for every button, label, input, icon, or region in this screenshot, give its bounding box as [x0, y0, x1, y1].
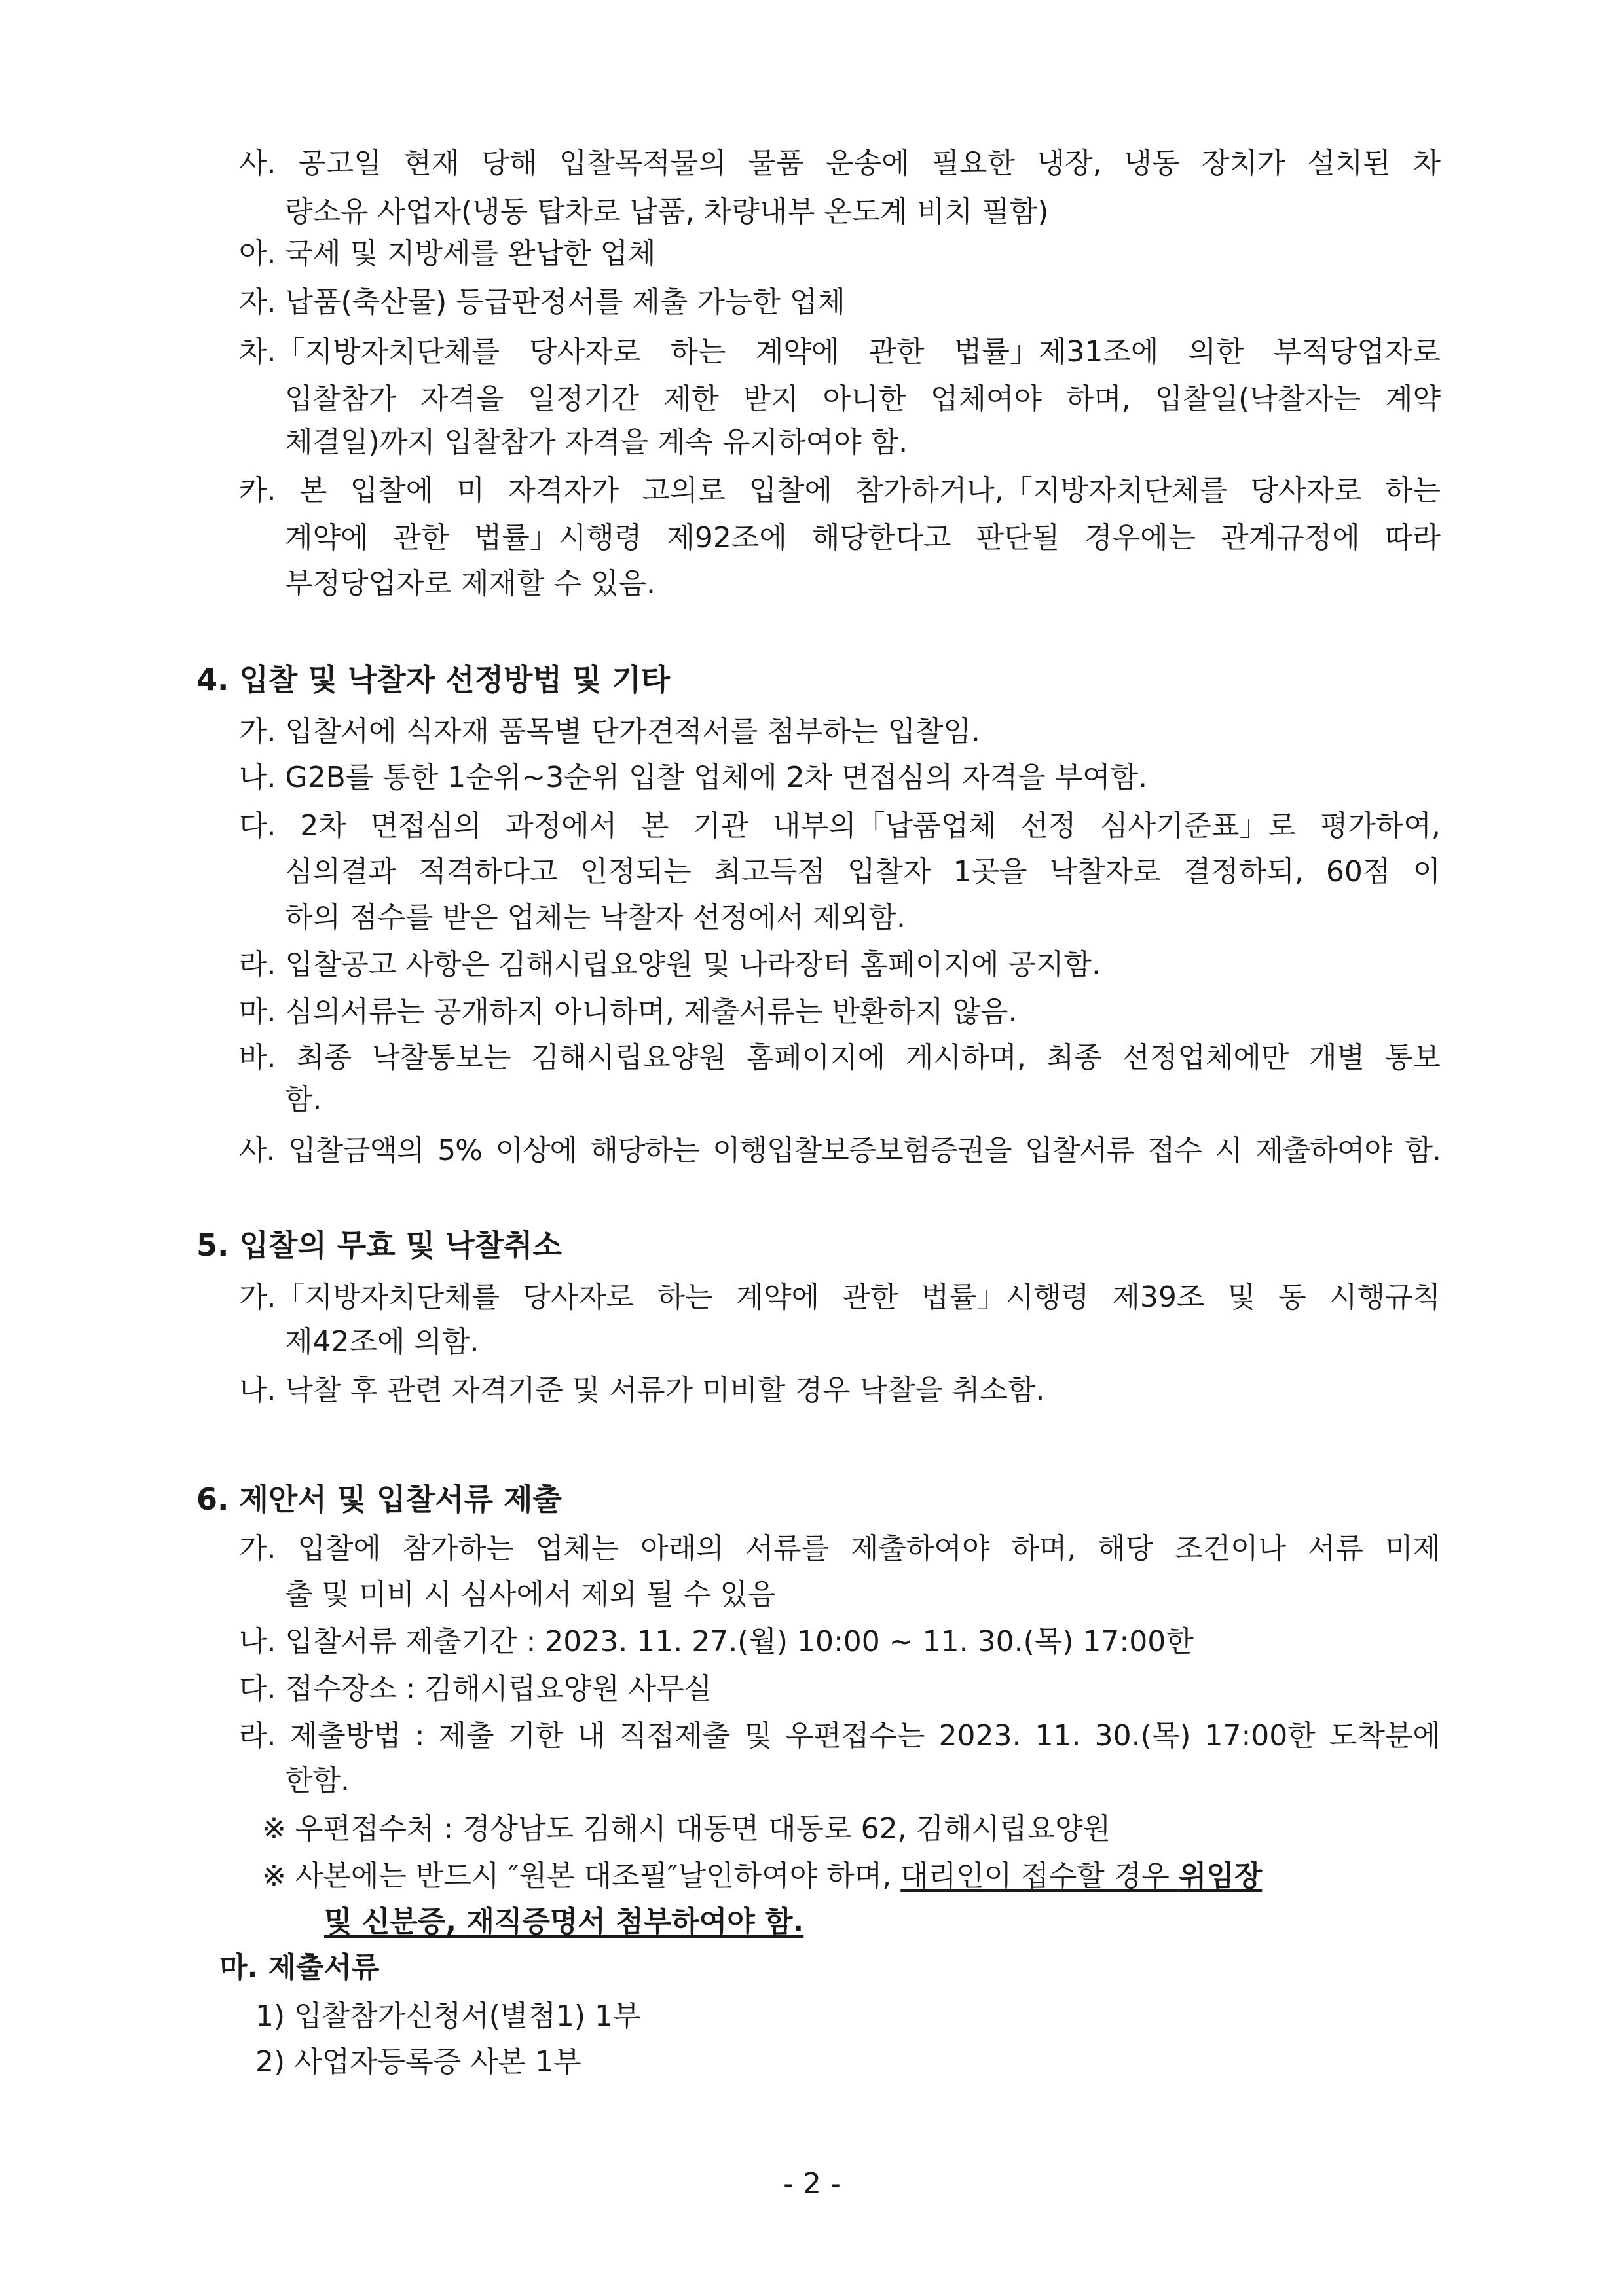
section-4-item-da-line-1-text-word: 다. — [239, 809, 276, 843]
item-cha-line-2-text-word: 입찰참가 — [285, 382, 397, 416]
section-4-item-sa-text-word: 입찰서류 — [1025, 1134, 1134, 1167]
section-4-item-da-line-2-text-word: 심의결과 — [285, 855, 397, 888]
item-sa-line-2: 량소유 사업자(냉동 탑차로 납품, 차량내부 온도계 비치 필함) — [285, 195, 1049, 228]
item-sa-line-1-text-word: 사. — [239, 147, 276, 180]
section-4-item-ma: 마. 심의서류는 공개하지 아니하며, 제출서류는 반환하지 않음. — [239, 995, 1018, 1029]
section-4-item-ba-line-1-text-word: 김해시립요양원 — [531, 1041, 726, 1074]
item-ka-line-1-text-word: 카. — [239, 474, 276, 507]
section-4-item-da-line-1-text-word: 평가하여, — [1320, 809, 1441, 843]
item-sa-line-1-text-word: 물품 — [748, 147, 804, 180]
item-ka-line-2-text-word: 해당한다고 — [811, 521, 951, 555]
item-cha-line-2-text-word: 받지 — [743, 382, 799, 416]
section-6-item-ga-line-1-text-word: 제출하여야 — [850, 1532, 990, 1565]
section-6-item-ra-line-1-text-word: 우편접수는 — [785, 1719, 925, 1753]
section-6-item-ra-line-1-text-word: 직접제출 — [619, 1719, 731, 1753]
section-6-heading: 6. 제안서 및 입찰서류 제출 — [196, 1482, 562, 1517]
section-4-item-ba-line-1-text-word: 바. — [239, 1041, 276, 1074]
item-cha-line-1-text-word: 관한 — [868, 335, 925, 369]
item-ka-line-1-text-word: 하는 — [1384, 474, 1441, 507]
item-ka-line-1-text-word: 미 — [456, 474, 485, 507]
section-6-item-ra-line-2: 한함. — [285, 1764, 350, 1797]
section-6-item-ga-line-1 — [239, 1529, 1441, 1569]
item-cha-line-2-text-word: 입찰일(낙찰자는 — [1154, 382, 1361, 416]
item-ka-line-1-text-word: 고의로 — [642, 474, 726, 507]
section-6-item-ra-line-1-text-word: 30.(목) — [1094, 1719, 1191, 1753]
section-4-item-sa-text-word: 이행입찰보증보험증권을 — [712, 1134, 1012, 1167]
section-4-item-ba-line-1-text-word: 통보 — [1384, 1041, 1441, 1074]
item-sa-line-1-text-word: 장치가 — [1202, 147, 1285, 180]
section-4-item-sa-text-word: 제출하여야 — [1255, 1134, 1392, 1167]
section-4-item-ba-line-1-text-word: 홈페이지에 — [746, 1041, 886, 1074]
item-cha-line-2-text-word: 아니한 — [822, 382, 907, 416]
section-4-item-da-line-3: 하의 점수를 받은 업체는 낙찰자 선정에서 제외함. — [285, 901, 906, 934]
item-ka-line-1-text-word: 참가하거나,「지방자치단체를 — [855, 474, 1228, 507]
document-list-item-2: 2) 사업자등록증 사본 1부 — [255, 2045, 581, 2079]
section-4-item-sa-text-word: 이상에 — [495, 1134, 577, 1167]
item-ka-line-1-text-word: 입찰에 — [748, 474, 832, 507]
item-ka-line-1-text-word: 본 — [299, 474, 327, 507]
section-4-item-sa-text-word: 해당하는 — [590, 1134, 699, 1167]
section-4-item-da-line-2-text-word: 최고득점 — [713, 855, 825, 888]
section-4-item-da-line-2-text-word: 인정되는 — [580, 855, 692, 888]
item-cha-line-1-text-word: 법률」제31조에 — [953, 335, 1159, 369]
section-5-item-ga-line-1-text-word: 시행규칙 — [1329, 1281, 1441, 1314]
section-4-item-da-line-1-text-word: 기관 — [693, 809, 749, 843]
section-5-item-ga-line-2: 제42조에 의함. — [285, 1325, 479, 1358]
section-5-item-ga-line-1-text-word: 가.「지방자치단체를 — [239, 1281, 500, 1314]
item-ka-line-2-text-word: 제92조에 — [667, 521, 787, 555]
section-4-item-ba-line-1-text-word: 최종 — [296, 1041, 352, 1074]
section-6-item-ra-line-1-text-word: 내 — [577, 1719, 606, 1753]
section-4-item-ga: 가. 입찰서에 식자재 품목별 단가견적서를 첨부하는 입찰임. — [239, 715, 980, 748]
section-4-item-da-line-1-text-word: 내부의「납품업체 — [773, 809, 997, 843]
section-6-item-ga-line-1-text-word: 서류를 — [745, 1532, 830, 1565]
document-list-item-1: 1) 입찰참가신청서(별첨1) 1부 — [255, 1999, 641, 2033]
section-4-item-ba-line-1-text-word: 선정업체에만 — [1122, 1041, 1289, 1074]
item-ka-line-1-text-word: 당사자로 — [1250, 474, 1362, 507]
item-cha-line-2-text-word: 하며, — [1065, 382, 1131, 416]
section-4-item-sa-text-word: 사. — [239, 1134, 275, 1167]
item-sa-line-1-text-word: 냉장, — [1037, 147, 1102, 180]
item-cha-line-1-text-word: 당사자로 — [529, 335, 641, 369]
section-4-item-da-line-2-text-word: 60점 — [1325, 855, 1391, 888]
section-4-item-da-line-2-text-word: 입찰자 — [847, 855, 931, 888]
item-cha-line-1-text-word: 부적당업자로 — [1273, 335, 1441, 369]
section-5-item-ga-line-1-text-word: 관한 — [842, 1281, 898, 1314]
copy-stamp-note-line-2: 및 신분증, 재직증명서 첨부하여야 함. — [324, 1905, 804, 1939]
section-5-item-ga-line-1-text-word: 법률」시행령 — [921, 1281, 1090, 1314]
section-4-item-sa — [239, 1131, 1441, 1171]
item-sa-line-1-text-word: 운송에 — [826, 147, 910, 180]
power-of-attorney-bold: 위임장 — [1178, 1859, 1263, 1893]
section-4-item-da-line-1-text-word: 면접심의 — [370, 809, 482, 843]
section-4-item-da-line-1-text-word: 과정에서 — [506, 809, 618, 843]
section-6-item-ga-line-1-text-word: 해당 — [1098, 1532, 1154, 1565]
section-6-item-ra-line-1-text-word: 기한 — [507, 1719, 564, 1753]
item-sa-line-1-text-word: 입찰목적물의 — [559, 147, 726, 180]
item-sa-line-1 — [239, 144, 1441, 183]
item-sa-line-1-text-word: 냉동 — [1124, 147, 1180, 180]
section-4-item-ba-line-1-text-word: 게시하며, — [905, 1041, 1026, 1074]
item-ka-line-1-text-word: 자격자가 — [507, 474, 619, 507]
section-6-item-ra-line-1-text-word: : — [415, 1719, 425, 1753]
section-4-item-ba-line-2: 함. — [285, 1083, 322, 1116]
section-6-item-ra-line-1 — [239, 1717, 1441, 1756]
section-5-item-ga-line-1-text-word: 및 — [1227, 1281, 1256, 1314]
section-5-item-ga-line-1 — [239, 1278, 1441, 1317]
section-6-item-ga-line-2: 출 및 미비 시 심사에서 제외 될 수 있음 — [285, 1578, 776, 1611]
section-6-item-ga-line-1-text-word: 서류 — [1308, 1532, 1364, 1565]
section-6-item-ra-line-1-text-word: 라. — [239, 1719, 276, 1753]
item-ka-line-1 — [239, 471, 1441, 511]
section-6-item-ga-line-1-text-word: 조건이나 — [1175, 1532, 1287, 1565]
item-sa-line-1-text-word: 공고일 — [298, 147, 382, 180]
item-ja: 자. 납품(축산물) 등급판정서를 제출 가능한 업체 — [239, 285, 845, 319]
section-5-heading: 5. 입찰의 무효 및 낙찰취소 — [196, 1228, 562, 1263]
section-4-item-na: 나. G2B를 통한 1순위~3순위 입찰 업체에 2차 면접심의 자격을 부여함. — [239, 761, 1148, 794]
item-cha-line-1-text-word: 의한 — [1188, 335, 1244, 369]
section-4-item-da-line-2 — [285, 852, 1441, 892]
section-6-item-ga-line-1-text-word: 입찰에 — [297, 1532, 381, 1565]
section-4-item-ba-line-1-text-word: 최종 — [1046, 1041, 1102, 1074]
mail-address-note: ※ 우편접수처 : 경상남도 김해시 대동면 대동로 62, 김해시립요양원 — [262, 1812, 1111, 1846]
item-ka-line-2 — [285, 519, 1441, 558]
section-4-item-da-line-1-text-word: 본 — [641, 809, 669, 843]
section-5-item-ga-line-1-text-word: 계약에 — [735, 1281, 820, 1314]
section-4-item-ra: 라. 입찰공고 사항은 김해시립요양원 및 나라장터 홈페이지에 공지함. — [239, 948, 1101, 981]
section-4-item-da-line-1-text-word: 선정 — [1020, 809, 1077, 843]
item-a: 아. 국세 및 지방세를 완납한 업체 — [239, 237, 656, 270]
section-4-item-da-line-2-text-word: 1곳을 — [953, 855, 1027, 888]
item-ka-line-2-text-word: 계약에 — [285, 521, 369, 555]
section-4-item-da-line-1-text-word: 심사기준표」로 — [1100, 809, 1297, 843]
section-6-item-ga-line-1-text-word: 업체는 — [535, 1532, 619, 1565]
section-4-item-ba-line-1 — [239, 1038, 1441, 1078]
item-cha-line-3: 체결일)까지 입찰참가 자격을 계속 유지하여야 함. — [285, 426, 908, 459]
item-cha-line-1-text-word: 차.「지방자치단체를 — [239, 335, 500, 369]
item-cha-line-2-text-word: 제한 — [663, 382, 719, 416]
section-6-item-ga-line-1-text-word: 아래의 — [640, 1532, 724, 1565]
proxy-note-underlined: 대리인이 접수할 경우 — [900, 1859, 1179, 1893]
section-6-item-ra-line-1-text-word: 및 — [744, 1719, 772, 1753]
section-6-item-ga-line-1-text-word: 참가하는 — [402, 1532, 514, 1565]
item-ka-line-3: 부정당업자로 제재할 수 있음. — [285, 567, 655, 600]
section-6-item-ga-line-1-text-word: 가. — [239, 1532, 276, 1565]
section-4-item-da-line-1 — [239, 807, 1441, 846]
section-4-item-da-line-2-text-word: 낙찰자로 — [1049, 855, 1161, 888]
section-6-item-ra-line-1-text-word: 2023. — [938, 1719, 1022, 1753]
item-sa-line-1-text-word: 필요한 — [931, 147, 1015, 180]
item-ka-line-2-text-word: 판단될 — [976, 521, 1060, 555]
section-6-item-ma-heading: 마. 제출서류 — [219, 1951, 380, 1984]
item-cha-line-1-text-word: 계약에 — [755, 335, 840, 369]
item-cha-line-2-text-word: 계약 — [1384, 382, 1441, 416]
section-4-item-da-line-2-text-word: 결정하되, — [1183, 855, 1304, 888]
item-ka-line-2-text-word: 경우에는 — [1084, 521, 1196, 555]
section-6-item-ra-line-1-text-word: 11. — [1035, 1719, 1081, 1753]
item-sa-line-1-text-word: 당해 — [481, 147, 538, 180]
section-6-item-ra-line-1-text-word: 제출 — [438, 1719, 494, 1753]
section-4-item-sa-text-word: 함. — [1405, 1134, 1441, 1167]
page-number: - 2 - — [783, 2167, 841, 2200]
section-4-item-sa-text-word: 시 — [1215, 1134, 1242, 1167]
section-4-item-sa-text-word: 접수 — [1147, 1134, 1202, 1167]
section-5-item-ga-line-1-text-word: 하는 — [657, 1281, 713, 1314]
section-6-item-ra-line-1-text-word: 제출방법 — [289, 1719, 401, 1753]
item-cha-line-2-text-word: 일정기간 — [528, 382, 640, 416]
item-ka-line-2-text-word: 따라 — [1384, 521, 1441, 555]
item-ka-line-2-text-word: 법률」시행령 — [473, 521, 642, 555]
section-5-item-ga-line-1-text-word: 당사자로 — [523, 1281, 635, 1314]
section-6-item-ga-line-1-text-word: 하며, — [1011, 1532, 1077, 1565]
section-6-item-na: 나. 입찰서류 제출기간 : 2023. 11. 27.(월) 10:00 ~ 11. 30.(목) 17:00한 — [239, 1625, 1194, 1658]
section-5-item-ga-line-1-text-word: 동 — [1278, 1281, 1306, 1314]
section-4-item-da-line-2-text-word: 이 — [1412, 855, 1441, 888]
item-cha-line-2-text-word: 자격을 — [420, 382, 504, 416]
item-cha-line-2 — [285, 380, 1441, 419]
section-5-item-ga-line-1-text-word: 제39조 — [1112, 1281, 1205, 1314]
section-6-item-ga-line-1-text-word: 미제 — [1384, 1532, 1441, 1565]
item-sa-line-1-text-word: 설치된 — [1307, 147, 1391, 180]
item-sa-line-1-text-word: 차 — [1412, 147, 1441, 180]
copy-stamp-note-line-1: ※ 사본에는 반드시 ″원본 대조필″날인하여야 하며, 대리인이 접수할 경우 위임장 — [262, 1857, 1441, 1896]
section-4-item-da-line-1-text-word: 2차 — [300, 809, 346, 843]
item-ka-line-1-text-word: 입찰에 — [350, 474, 434, 507]
section-4-item-ba-line-1-text-word: 낙찰통보는 — [372, 1041, 511, 1074]
section-6-item-ra-line-1-text-word: 17:00한 — [1204, 1719, 1316, 1753]
section-4-heading: 4. 입찰 및 낙찰자 선정방법 및 기타 — [196, 662, 671, 697]
item-cha-line-1 — [239, 333, 1441, 372]
item-cha-line-1-text-word: 하는 — [670, 335, 726, 369]
item-cha-line-2-text-word: 업체여야 — [930, 382, 1042, 416]
section-6-item-da: 다. 접수장소 : 김해시립요양원 사무실 — [239, 1672, 712, 1705]
section-4-item-da-line-2-text-word: 적격하다고 — [418, 855, 558, 888]
section-4-item-sa-text-word: 입찰금액의 — [288, 1134, 424, 1167]
section-4-item-ba-line-1-text-word: 개별 — [1309, 1041, 1365, 1074]
section-5-item-na: 나. 낙찰 후 관련 자격기준 및 서류가 미비할 경우 낙찰을 취소함. — [239, 1374, 1045, 1407]
item-sa-line-1-text-word: 현재 — [403, 147, 460, 180]
item-ka-line-2-text-word: 관한 — [393, 521, 449, 555]
item-ka-line-2-text-word: 관계규정에 — [1221, 521, 1360, 555]
section-6-item-ra-line-1-text-word: 도착분에 — [1329, 1719, 1441, 1753]
section-4-item-sa-text-word: 5% — [437, 1134, 482, 1167]
